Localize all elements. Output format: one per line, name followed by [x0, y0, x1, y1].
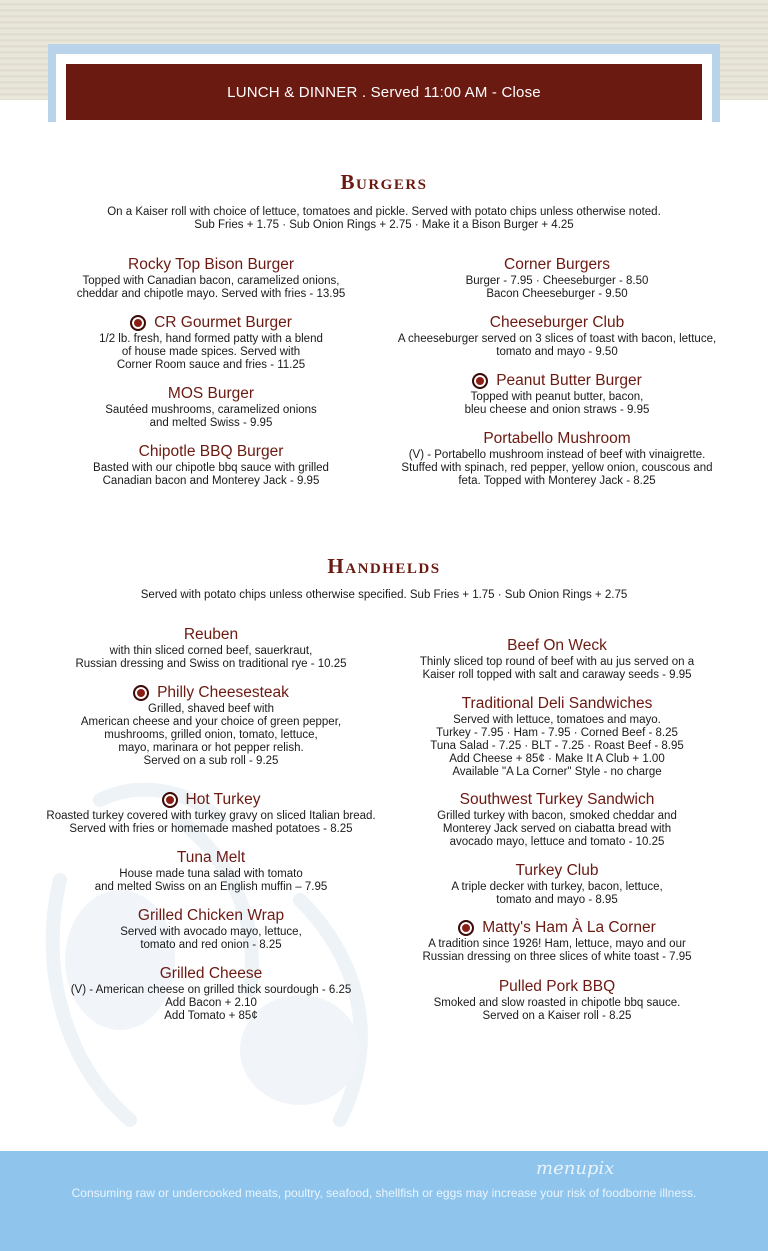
- item-name: Southwest Turkey Sandwich: [459, 791, 655, 808]
- item-description: Topped with peanut butter, bacon, bleu cheese and onion straws - 9.95: [464, 391, 650, 416]
- signature-bullet-icon: [130, 315, 146, 331]
- menu-item: [40, 625, 382, 671]
- item-description: A triple decker with turkey, bacon, lettuce, tomato and mayo - 8.95: [451, 881, 663, 906]
- item-description: Sautéed mushrooms, caramelized onions and melted Swiss - 9.95: [105, 404, 317, 429]
- menu-item: [40, 964, 382, 1023]
- footer-band: [0, 1151, 768, 1251]
- handhelds-title: Handhelds: [327, 554, 441, 578]
- item-description: A cheeseburger served on 3 slices of toast with bacon, lettuce, tomato and mayo - 9.50: [397, 333, 717, 358]
- menu-item: [386, 861, 728, 907]
- burgers-note-line1: On a Kaiser roll with choice of lettuce, tomatoes and pickle. Served with potato chips unless otherwise noted.: [107, 206, 661, 218]
- item-name-row: [40, 683, 382, 703]
- item-description: Grilled turkey with bacon, smoked cheddar and Monterey Jack served on ciabatta bread with avocado mayo, lettuce and tomato - 10.25: [437, 810, 677, 848]
- item-name: Matty's Ham À La Corner: [482, 919, 656, 936]
- item-description: (V) - American cheese on grilled thick sourdough - 6.25 Add Bacon + 2.10 Add Tomato + 85¢: [70, 984, 352, 1022]
- item-name: Reuben: [183, 626, 239, 643]
- item-name-row: [386, 918, 728, 938]
- item-name-row: [40, 790, 382, 810]
- item-name: Turkey Club: [515, 862, 599, 879]
- item-description: Basted with our chipotle bbq sauce with grilled Canadian bacon and Monterey Jack - 9.95: [93, 462, 329, 487]
- menu-item: [386, 636, 728, 682]
- menupix-logo: menupix: [536, 1158, 615, 1179]
- footer-disclaimer: Consuming raw or undercooked meats, poultry, seafood, shellfish or eggs may increase your risk of foodborne illness.: [71, 1186, 697, 1200]
- item-name: Corner Burgers: [504, 256, 610, 273]
- handhelds-note: Served with potato chips unless otherwise specified. Sub Fries + 1.75 · Sub Onion Rings + 2.75: [140, 589, 628, 601]
- item-name: Rocky Top Bison Burger: [128, 256, 294, 273]
- menu-item: [40, 313, 382, 372]
- item-description: (V) - Portabello mushroom instead of beef with vinaigrette. Stuffed with spinach, red pepper, yellow onion, couscous and feta. Topped with Monterey Jack - 8.25: [401, 449, 713, 487]
- burgers-note-line2: Sub Fries + 1.75 · Sub Onion Rings + 2.75 · Make it a Bison Burger + 4.25: [194, 219, 574, 231]
- item-name: CR Gourmet Burger: [154, 314, 292, 331]
- item-description: House made tuna salad with tomato and melted Swiss on an English muffin – 7.95: [94, 868, 328, 893]
- item-description: with thin sliced corned beef, sauerkraut, Russian dressing and Swiss on traditional rye - 10.25: [75, 645, 347, 670]
- item-description: Smoked and slow roasted in chipotle bbq sauce. Served on a Kaiser roll - 8.25: [433, 997, 681, 1022]
- menu-item: [386, 255, 728, 301]
- item-name: Chipotle BBQ Burger: [138, 443, 284, 460]
- menu-item: [40, 790, 382, 836]
- signature-bullet-icon: [133, 685, 149, 701]
- item-name: Tuna Melt: [176, 849, 246, 866]
- item-name-row: [40, 313, 382, 333]
- item-name: Pulled Pork BBQ: [498, 978, 616, 995]
- menu-item: [40, 683, 382, 768]
- menu-item: [40, 906, 382, 952]
- burgers-title: Burgers: [340, 170, 428, 194]
- item-description: Roasted turkey covered with turkey gravy on sliced Italian bread. Served with fries or homemade mashed potatoes - 8.25: [46, 810, 376, 835]
- menu-item: [386, 371, 728, 417]
- item-name: Portabello Mushroom: [483, 430, 631, 447]
- item-name: Hot Turkey: [185, 791, 261, 808]
- signature-bullet-icon: [458, 920, 474, 936]
- menu-item: [386, 977, 728, 1023]
- menu-item: [386, 313, 728, 359]
- header-title: LUNCH & DINNER . Served 11:00 AM - Close: [227, 83, 541, 101]
- item-description: A tradition since 1926! Ham, lettuce, mayo and our Russian dressing on three slices of white toast - 7.95: [422, 938, 692, 963]
- item-name: MOS Burger: [167, 385, 255, 402]
- item-name: Cheeseburger Club: [489, 314, 625, 331]
- menu-item: [386, 918, 728, 964]
- menu-item: [386, 694, 728, 779]
- menu-item: [386, 790, 728, 849]
- item-description: 1/2 lb. fresh, hand formed patty with a blend of house made spices. Served with Corner Room sauce and fries - 11.25: [99, 333, 323, 371]
- item-name: Traditional Deli Sandwiches: [461, 695, 653, 712]
- menu-item: [40, 442, 382, 488]
- item-name: Beef On Weck: [507, 637, 607, 654]
- menu-item: [40, 255, 382, 301]
- menu-item: [40, 848, 382, 894]
- item-description: Grilled, shaved beef with American cheese and your choice of green pepper, mushrooms, grilled onion, tomato, lettuce, mayo, marinara or hot pepper relish. Served on a sub roll - 9.25: [80, 703, 342, 767]
- menu-item: [386, 429, 728, 488]
- item-name: Peanut Butter Burger: [496, 372, 642, 389]
- item-name-row: [386, 371, 728, 391]
- item-description: Served with avocado mayo, lettuce, tomato and red onion - 8.25: [120, 926, 302, 951]
- item-name: Philly Cheesesteak: [157, 684, 289, 701]
- item-description: Topped with Canadian bacon, caramelized onions, cheddar and chipotle mayo. Served with fries - 13.95: [76, 275, 346, 300]
- menu-item: [40, 384, 382, 430]
- header-banner: [66, 64, 702, 120]
- signature-bullet-icon: [472, 373, 488, 389]
- signature-bullet-icon: [162, 792, 178, 808]
- item-description: Burger - 7.95 · Cheeseburger - 8.50 Bacon Cheeseburger - 9.50: [465, 275, 649, 300]
- item-name: Grilled Chicken Wrap: [137, 907, 285, 924]
- item-name: Grilled Cheese: [159, 965, 263, 982]
- item-description: Served with lettuce, tomatoes and mayo. Turkey - 7.95 · Ham - 7.95 · Corned Beef - 8.25 Tuna Salad - 7.25 · BLT - 7.25 · Roast Beef - 8.95 Add Cheese + 85¢ · Make It A Club + 1.00 Available "A La Corner" Style - no charge: [430, 714, 684, 778]
- item-description: Thinly sliced top round of beef with au jus served on a Kaiser roll topped with salt and caraway seeds - 9.95: [419, 656, 695, 681]
